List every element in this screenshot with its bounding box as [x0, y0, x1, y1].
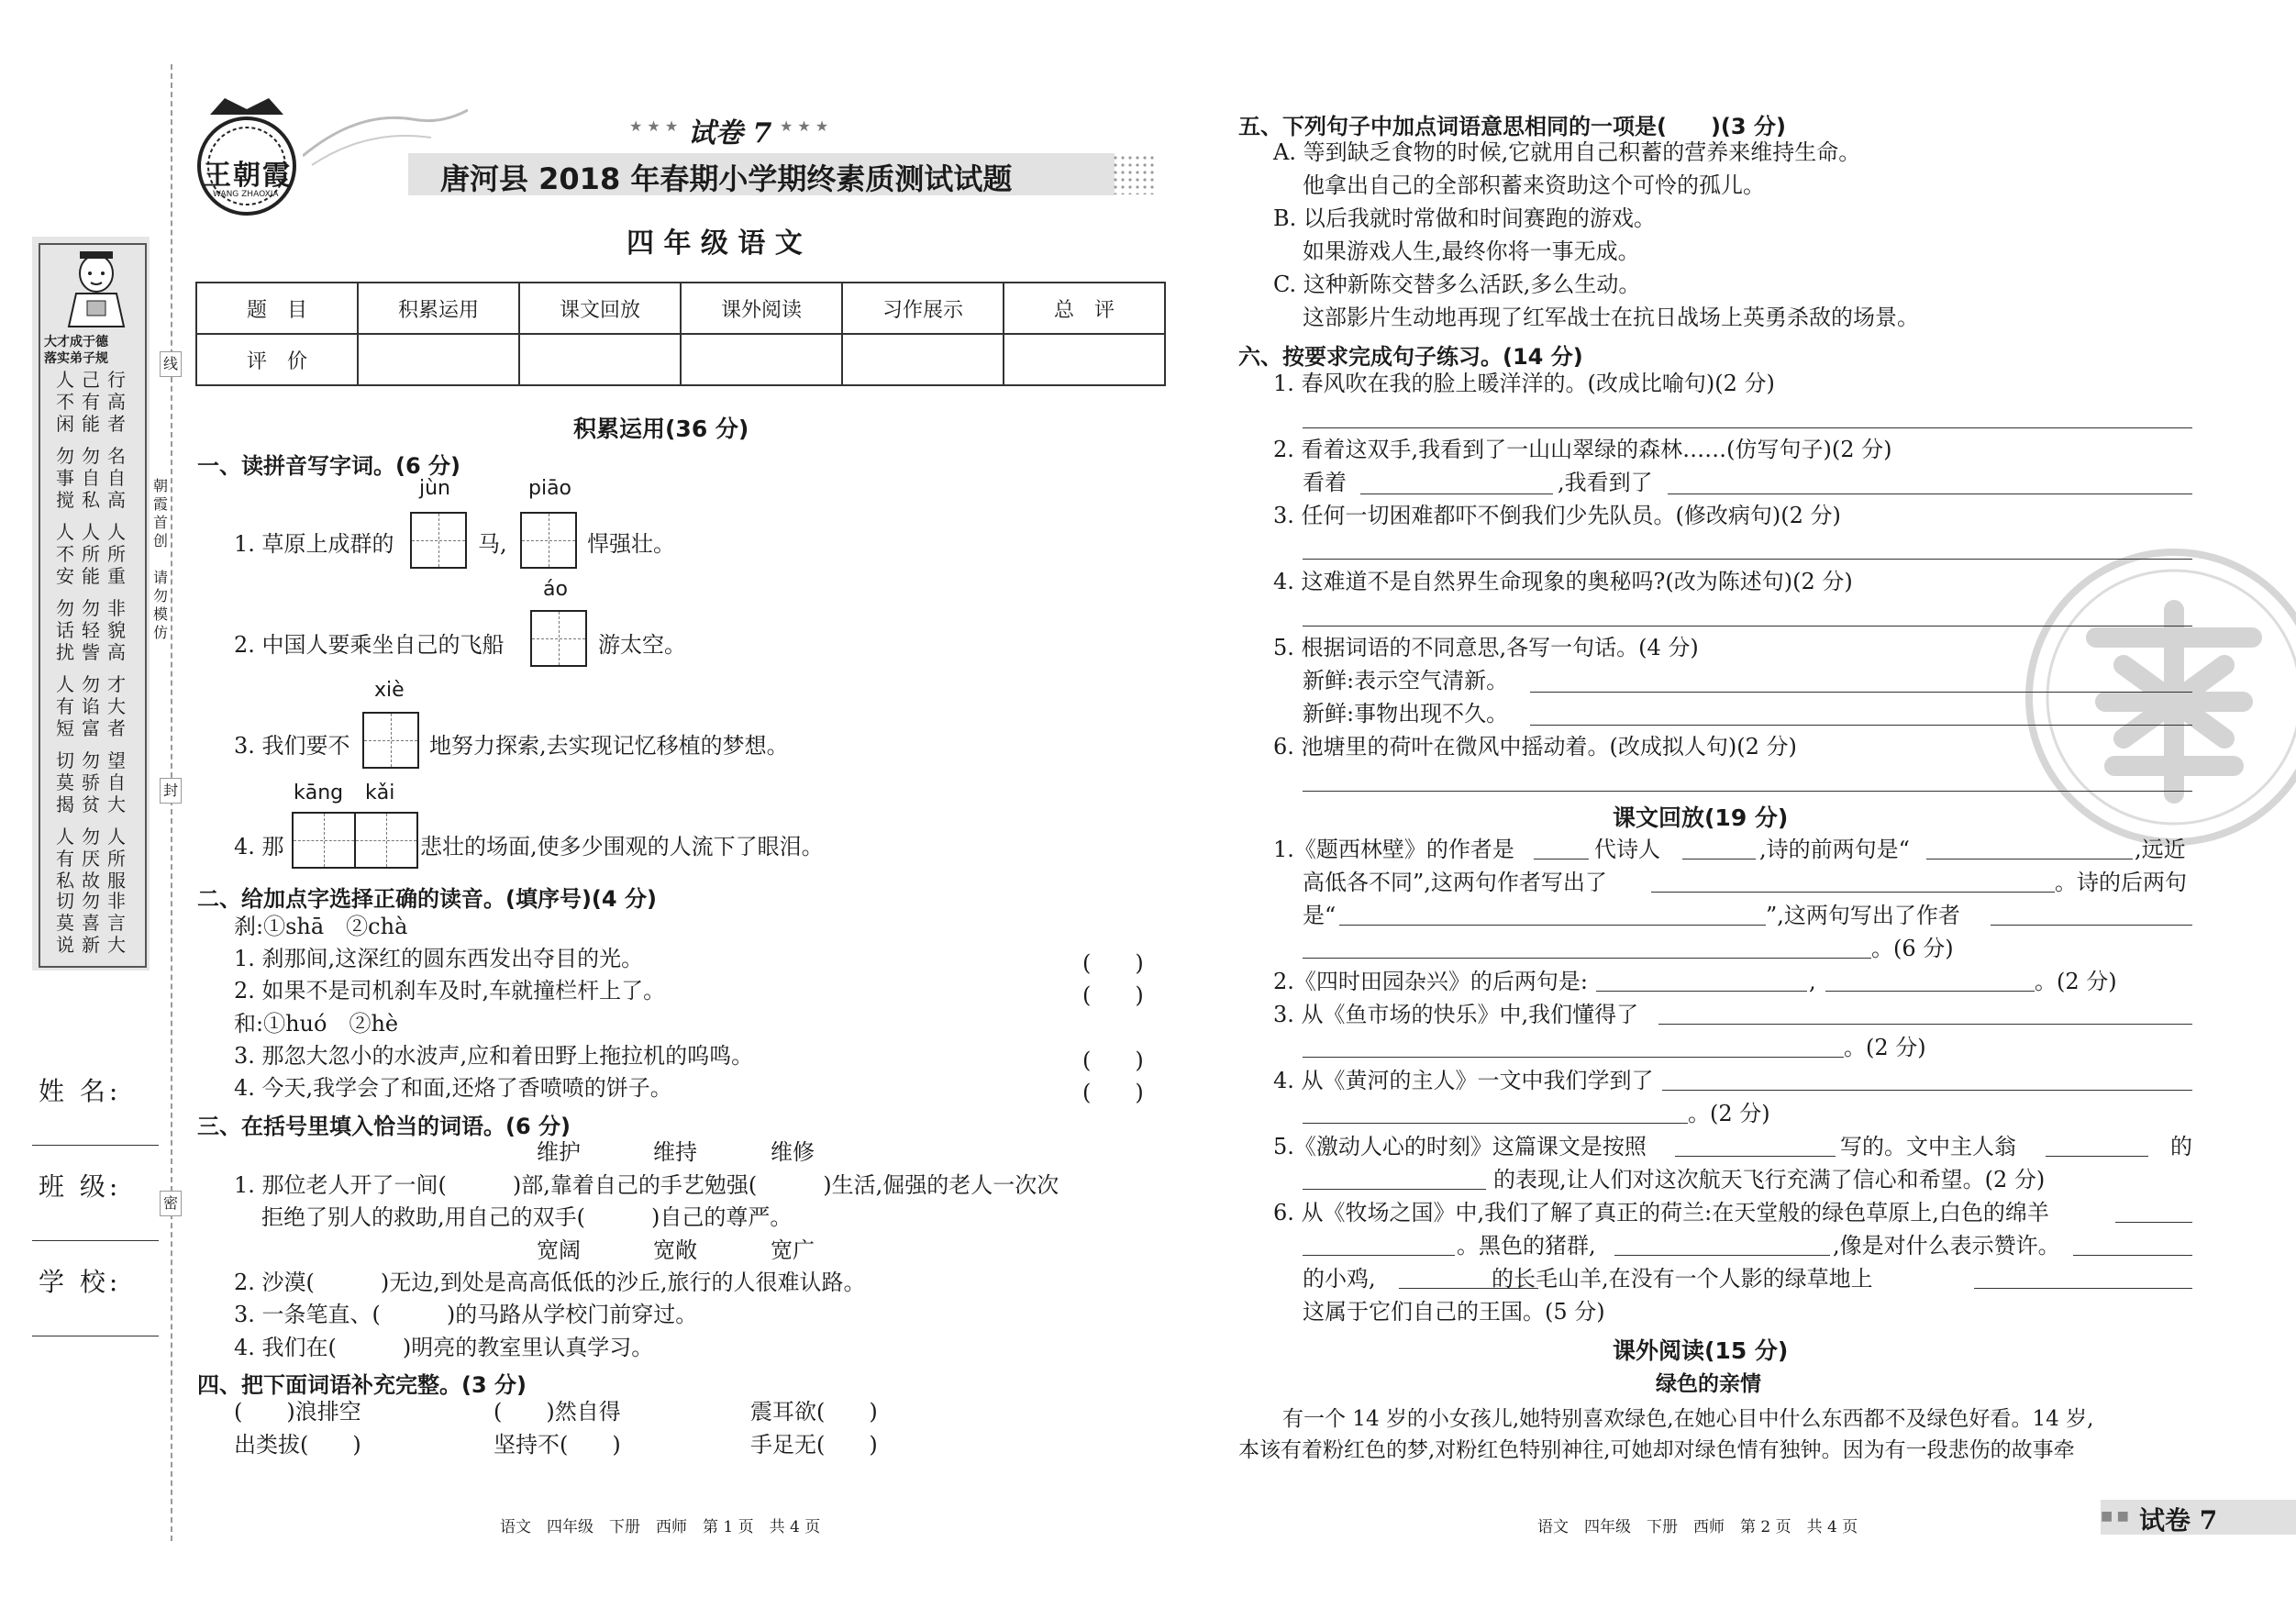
answer-line[interactable]: [1658, 1024, 2192, 1025]
binding-mark-seal: 封: [160, 778, 182, 804]
q5-option-c2: 这部影片生动地再现了红军战士在抗日战场上英勇杀敌的场景。: [1303, 305, 1919, 330]
name-field[interactable]: [32, 1145, 159, 1146]
brand-logo-caption: WANG ZHAOXIA: [213, 190, 279, 199]
r5-a: 5.《激动人心的时刻》这篇课文是按照: [1273, 1134, 1647, 1159]
q3-item-4: 4. 我们在( )明亮的教室里认真学习。: [234, 1335, 654, 1360]
motto-col: 勿喜新: [82, 890, 100, 956]
word-option: 维持: [653, 1139, 697, 1165]
idiom-item: 出类拔( ): [234, 1432, 361, 1458]
q6-item-1: 1. 春风吹在我的脸上暖洋洋的。(改成比喻句)(2 分): [1273, 371, 1775, 396]
r1-c1: 是“: [1303, 903, 1337, 928]
answer-paren[interactable]: ( ): [1082, 982, 1144, 1008]
q1-heading: 一、读拼音写字词。(6 分): [197, 453, 460, 479]
char-box[interactable]: [410, 512, 467, 569]
answer-paren[interactable]: ( ): [1082, 1048, 1144, 1073]
r5-c: 的: [2170, 1134, 2192, 1159]
watermark-seal: [2023, 546, 2296, 858]
q6-fang-a: 看着: [1303, 470, 1347, 495]
q4-heading: 四、把下面词语补充完整。(3 分): [197, 1372, 527, 1398]
motto-col: 切莫揭: [56, 749, 74, 815]
score-table-header-row: [196, 283, 1165, 334]
answer-line[interactable]: [1596, 991, 1807, 992]
r3-b: 。(2 分): [1844, 1035, 1926, 1060]
brand-logo-text: 王朝霞: [204, 160, 292, 192]
q5-option-b2: 如果游戏人生,最终你将一事无成。: [1303, 238, 1640, 264]
name-label: 姓 名:: [39, 1076, 122, 1106]
answer-line[interactable]: [1303, 1255, 1455, 1256]
q1-item-1-post: 悍强壮。: [587, 531, 675, 557]
r4-a: 4. 从《黄河的主人》一文中我们学到了: [1273, 1068, 1654, 1093]
word-option: 维修: [771, 1139, 815, 1165]
q6-heading: 六、按要求完成句子练习。(14 分): [1238, 344, 1583, 370]
motto-col: 己有能: [82, 369, 100, 435]
page-2-footer: 语文 四年级 下册 西师 第 2 页 共 4 页: [1537, 1518, 1858, 1536]
r6-d: 的小鸡,: [1303, 1266, 1376, 1292]
pinyin: kāng: [294, 782, 344, 804]
motto-col: 行高者: [107, 369, 126, 435]
word-option: 宽阔: [537, 1237, 581, 1263]
r6-f: 这属于它们自己的王国。(5 分): [1303, 1299, 1605, 1325]
score-table-cell: 积累运用: [358, 283, 519, 334]
reading-paragraph-line-2: 本该有着粉红色的梦,对粉红色特别神往,可她却对绿色情有独钟。因为有一段悲伤的故事牵: [1238, 1438, 2075, 1462]
exam-number-stars-right: ★ ★ ★: [780, 117, 829, 135]
answer-line[interactable]: [1303, 1057, 1844, 1058]
q5-option-c: C. 这种新陈交替多么活跃,多么生动。: [1273, 272, 1641, 297]
q1-item-1-mid: 马,: [478, 531, 507, 557]
char-box[interactable]: [520, 512, 577, 569]
exam-number: 试卷 7: [688, 117, 772, 150]
reading-title: 绿色的亲情: [1656, 1372, 1761, 1396]
motto-col: 勿轻訾: [82, 597, 100, 663]
answer-line[interactable]: [1662, 1090, 2192, 1091]
r6-c: ,像是对什么表示赞许。: [1833, 1233, 2060, 1259]
score-table: [195, 282, 1166, 386]
answer-line[interactable]: [1651, 892, 2055, 893]
idiom-item: 震耳欲( ): [750, 1399, 878, 1425]
q6-fang-b: ,我看到了: [1558, 470, 1653, 495]
answer-line[interactable]: [1303, 791, 2192, 792]
pinyin: kǎi: [365, 782, 395, 804]
score-table-cell: 题 目: [196, 283, 358, 334]
cartoon-caption-1: 大才成于德: [44, 335, 108, 349]
score-cell[interactable]: [358, 334, 519, 385]
q2-reading-huo: 和:①huó ②hè: [234, 1011, 399, 1037]
r1-a4: ,远近: [2135, 837, 2186, 862]
idiom-item: 坚持不( ): [494, 1432, 621, 1458]
pinyin: piāo: [528, 477, 572, 500]
corner-squares: ■ ■: [2101, 1509, 2129, 1524]
q3-heading: 三、在括号里填入恰当的词语。(6 分): [197, 1114, 571, 1139]
answer-line[interactable]: [1339, 925, 1766, 926]
r6-e: 的长毛山羊,在没有一个人影的绿草地上: [1492, 1266, 1873, 1292]
answer-line[interactable]: [1991, 925, 2192, 926]
q6-item-6: 6. 池塘里的荷叶在微风中摇动着。(改成拟人句)(2 分): [1273, 734, 1797, 760]
score-cell[interactable]: [842, 334, 1004, 385]
score-cell[interactable]: [519, 334, 681, 385]
score-table-score-row: [196, 334, 1165, 385]
q3-item-1b: 拒绝了别人的救助,用自己的双手( )自己的尊严。: [261, 1204, 793, 1230]
motto-col: 非貌高: [107, 597, 126, 663]
pinyin: áo: [543, 578, 568, 601]
section-heading-review: 课文回放(19 分): [1613, 804, 1789, 831]
score-table-cell: 习作展示: [842, 283, 1004, 334]
class-label: 班 级:: [39, 1171, 122, 1202]
r4-b: 。(2 分): [1688, 1101, 1770, 1126]
score-cell[interactable]: [1004, 334, 1165, 385]
answer-line[interactable]: [1303, 1189, 1486, 1190]
q2-item-3: 3. 那忽大忽小的水波声,应和着田野上拖拉机的呜鸣。: [234, 1043, 754, 1069]
r5-d: 的表现,让人们对这次航天飞行充满了信心和希望。(2 分): [1493, 1167, 2046, 1192]
char-box[interactable]: [362, 712, 419, 769]
section-heading-accumulation: 积累运用(36 分): [573, 416, 749, 442]
q2-reading-sha: 刹:①shā ②chà: [234, 914, 408, 939]
r1-b2: 。诗的后两句: [2055, 870, 2187, 895]
idiom-item: ( )然自得: [494, 1399, 621, 1425]
motto-col: 勿话扰: [56, 597, 74, 663]
q6-item-5: 5. 根据词语的不同意思,各写一句话。(4 分): [1273, 635, 1699, 660]
answer-line[interactable]: [1530, 725, 2192, 726]
answer-line[interactable]: [2115, 1222, 2192, 1223]
r6-b: 。黑色的猪群,: [1457, 1233, 1596, 1259]
char-box[interactable]: [530, 610, 587, 667]
motto-col: 非言大: [107, 890, 126, 956]
motto-col: 勿骄贫: [82, 749, 100, 815]
score-table-label: 评 价: [196, 334, 358, 385]
r5-b: 写的。文中主人翁: [1840, 1134, 2016, 1159]
r2-c: 。(2 分): [2035, 969, 2117, 994]
q1-item-4-post: 悲壮的场面,使多少围观的人流下了眼泪。: [420, 834, 824, 859]
r1-a1: 1.《题西林壁》的作者是: [1273, 837, 1514, 862]
answer-paren[interactable]: ( ): [1082, 950, 1144, 976]
q1-item-3-pre: 3. 我们要不: [234, 733, 350, 759]
answer-line[interactable]: [2073, 1255, 2192, 1256]
motto-col: 人有短: [56, 673, 74, 739]
q1-item-4-pre: 4. 那: [234, 834, 284, 859]
q6-item-3: 3. 任何一切困难都吓不倒我们少先队员。(修改病句)(2 分): [1273, 503, 1841, 528]
motto-col: 人不安: [56, 521, 74, 587]
motto-col: 望自大: [107, 749, 126, 815]
r6-a: 6. 从《牧场之国》中,我们了解了真正的荷兰:在天堂般的绿色草原上,白色的绵羊: [1273, 1200, 2049, 1225]
answer-line[interactable]: [1303, 1123, 1688, 1124]
q1-item-1-pre: 1. 草原上成群的: [234, 531, 394, 557]
score-cell[interactable]: [681, 334, 842, 385]
answer-line[interactable]: [1303, 958, 1871, 959]
motto-col: 名自高: [107, 445, 126, 511]
school-label: 学 校:: [39, 1267, 122, 1297]
r1-a2: 代诗人: [1594, 837, 1660, 862]
r1-c2: ”,这两句写出了作者: [1766, 903, 1960, 928]
motto-col: 勿事搅: [56, 445, 74, 511]
q6-xinxian-1: 新鲜:表示空气清新。: [1303, 668, 1509, 693]
motto-col: 人不闲: [56, 369, 74, 435]
char-box[interactable]: [292, 812, 356, 869]
exam-title: 唐河县 2018 年春期小学期终素质测试试题: [440, 161, 1013, 196]
r2-a: 2.《四时田园杂兴》的后两句是:: [1273, 969, 1588, 994]
q5-option-a: A. 等到缺乏食物的时候,它就用自己积蓄的营养来维持生命。: [1273, 139, 1861, 165]
cartoon-scholar-illustration: [50, 246, 142, 330]
motto-col: 人所重: [107, 521, 126, 587]
corner-exam-number: 试卷 7: [2139, 1505, 2218, 1536]
reading-paragraph-line-1: 有一个 14 岁的小女孩儿,她特别喜欢绿色,在她心目中什么东西都不及绿色好看。14 岁,: [1282, 1407, 2094, 1431]
binding-mark-secret: 密: [160, 1191, 182, 1216]
motto-col: 人所服: [107, 826, 126, 892]
q3-item-2: 2. 沙漠( )无边,到处是高高低低的沙丘,旅行的人很难认路。: [234, 1270, 866, 1295]
r1-a3: ,诗的前两句是“: [1759, 837, 1910, 862]
motto-col: 人所能: [82, 521, 100, 587]
pinyin: jùn: [419, 477, 450, 500]
r1-d1: 。(6 分): [1871, 936, 1954, 961]
vertical-note-original: 朝霞首创: [152, 477, 168, 549]
motto-col: 才大者: [107, 673, 126, 739]
motto-col: 人有私: [56, 826, 74, 892]
class-field[interactable]: [32, 1240, 159, 1241]
answer-line[interactable]: [2046, 1156, 2148, 1157]
score-table-cell: 课文回放: [519, 283, 681, 334]
word-option: 维护: [537, 1139, 581, 1165]
char-box[interactable]: [354, 812, 418, 869]
answer-line[interactable]: [1303, 626, 2192, 627]
banner-dots: [1112, 154, 1158, 194]
page-1-footer: 语文 四年级 下册 西师 第 1 页 共 4 页: [500, 1518, 821, 1536]
r2-b: ,: [1809, 969, 1816, 994]
q5-heading: 五、下列句子中加点词语意思相同的一项是( )(3 分): [1238, 114, 1786, 139]
q6-xinxian-2: 新鲜:事物出现不久。: [1303, 701, 1509, 726]
motto-col: 勿自私: [82, 445, 100, 511]
word-option: 宽广: [771, 1237, 815, 1263]
q2-item-1: 1. 刹那间,这深红的圆东西发出夺目的光。: [234, 946, 644, 971]
motto-col: 勿谄富: [82, 673, 100, 739]
section-heading-reading: 课外阅读(15 分): [1613, 1337, 1789, 1364]
score-table-cell: 总 评: [1004, 283, 1165, 334]
answer-line[interactable]: [1825, 991, 2035, 992]
answer-line[interactable]: [1303, 559, 2192, 560]
q1-item-2-pre: 2. 中国人要乘坐自己的飞船: [234, 632, 505, 658]
pinyin: xiè: [374, 679, 405, 702]
q5-option-b: B. 以后我就时常做和时间赛跑的游戏。: [1273, 205, 1656, 231]
q2-item-4: 4. 今天,我学会了和面,还烙了香喷喷的饼子。: [234, 1075, 672, 1101]
idiom-item: 手足无( ): [750, 1432, 878, 1458]
cartoon-caption-2: 落实弟子规: [44, 351, 108, 366]
subject-title: 四 年 级 语 文: [627, 227, 803, 260]
motto-col: 切莫说: [56, 890, 74, 956]
q1-item-3-post: 地努力探索,去实现记忆移植的梦想。: [429, 733, 789, 759]
r1-b1: 高低各不同”,这两句作者写出了: [1303, 870, 1607, 895]
word-option: 宽敞: [653, 1237, 697, 1263]
score-table-cell: 课外阅读: [681, 283, 842, 334]
answer-line[interactable]: [1614, 1255, 1830, 1256]
r3-a: 3. 从《鱼市场的快乐》中,我们懂得了: [1273, 1002, 1639, 1027]
answer-line[interactable]: [1675, 1156, 1836, 1157]
answer-line[interactable]: [1530, 692, 2192, 693]
q2-item-2: 2. 如果不是司机刹车及时,车就撞栏杆上了。: [234, 978, 666, 1004]
q2-heading: 二、给加点字选择正确的读音。(填序号)(4 分): [197, 886, 657, 912]
binding-mark-line: 线: [160, 351, 182, 377]
q1-item-2-post: 游太空。: [598, 632, 686, 658]
q6-item-4: 4. 这难道不是自然界生命现象的奥秘吗?(改为陈述句)(2 分): [1273, 569, 1853, 594]
answer-line[interactable]: [1974, 1288, 2192, 1289]
q5-option-a2: 他拿出自己的全部积蓄来资助这个可怜的孤儿。: [1303, 172, 1765, 198]
motto-col: 勿厌故: [82, 826, 100, 892]
q3-item-3: 3. 一条笔直、( )的马路从学校门前穿过。: [234, 1302, 698, 1327]
exam-number-stars-left: ★ ★ ★: [629, 117, 679, 135]
q3-item-1a: 1. 那位老人开了一间( )部,靠着自己的手艺勉强( )生活,倔强的老人一次次: [234, 1172, 1059, 1198]
answer-line[interactable]: [1303, 427, 2192, 428]
answer-paren[interactable]: ( ): [1082, 1080, 1144, 1105]
vertical-note-no-copy: 请勿模仿: [152, 569, 168, 641]
q6-item-2: 2. 看着这双手,我看到了一山山翠绿的森林……(仿写句子)(2 分): [1273, 437, 1892, 462]
idiom-item: ( )浪排空: [234, 1399, 361, 1425]
